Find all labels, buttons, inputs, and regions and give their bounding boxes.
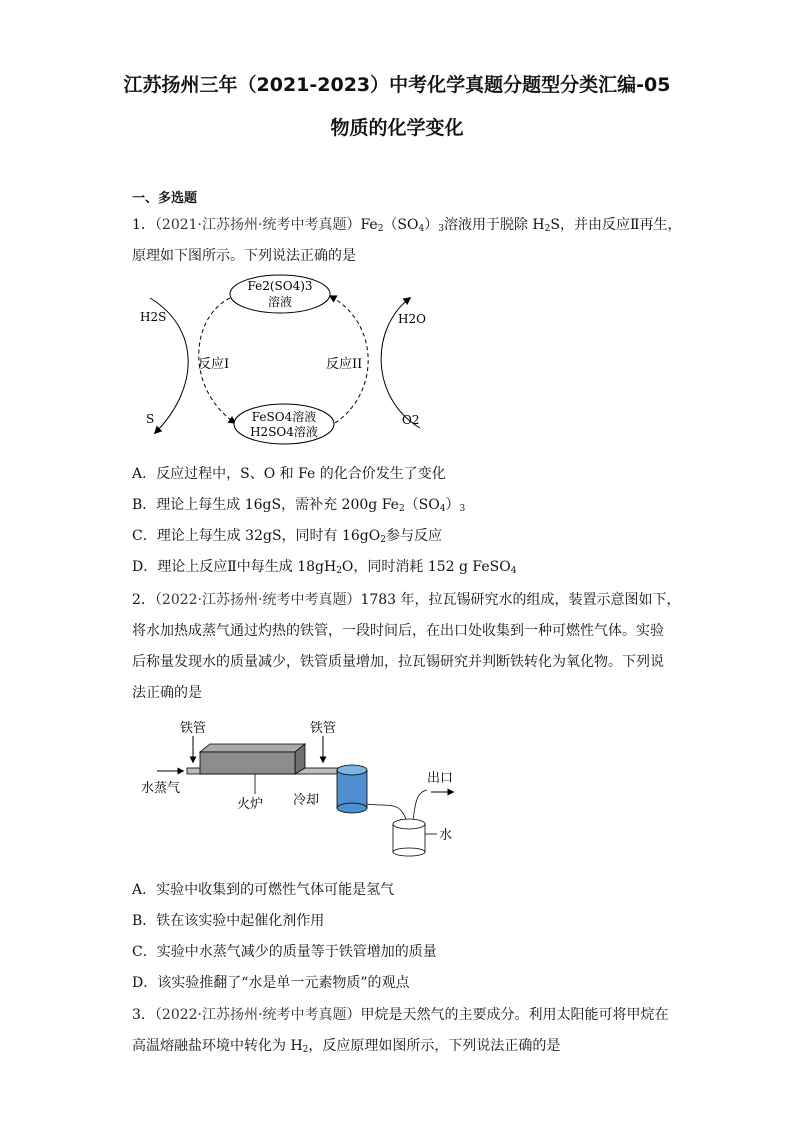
- q2-source: 2022·江苏扬州·统考中考真题: [161, 592, 347, 608]
- right-in-label: O2: [402, 413, 420, 427]
- iron-tube-right-label: 铁管: [310, 721, 337, 736]
- q2-option-d[interactable]: D．该实验推翻了“水是单一元素物质”的观点: [132, 975, 410, 991]
- left-out-label: S: [146, 412, 155, 426]
- reaction1-label: 反应I: [198, 357, 230, 372]
- q2-stem-line1: 2．（2022·江苏扬州·统考中考真题）1783 年，拉瓦锡研究水的组成，装置示意图如下，: [132, 592, 681, 608]
- q1-source: 2021·江苏扬州·统考中考真题: [161, 217, 347, 233]
- doc-title-line2: 物质的化学变化: [330, 117, 464, 139]
- bottom-label-1: FeSO4溶液: [251, 410, 317, 424]
- iron-tube-left-label: 铁管: [180, 721, 207, 736]
- cooling-cylinder-top: [337, 765, 367, 775]
- water-vessel-top: [393, 819, 425, 829]
- q1-cycle-diagram: [130, 268, 450, 448]
- q3-stem-line2: 高温熔融盐环境中转化为 $H_2$，反应原理如图所示，下列说法正确的是: [132, 1038, 561, 1055]
- top-label-1: Fe2(SO4)3: [247, 279, 313, 293]
- section-heading: 一、多选题: [132, 191, 198, 206]
- water-label: 水: [439, 828, 453, 843]
- cooling-label: 冷却: [293, 793, 320, 808]
- furnace-label: 火炉: [237, 797, 264, 812]
- q2-stem-line2: 将水加热成蒸气通过灼热的铁管，一段时间后，在出口处收集到一种可燃性气体。实验: [132, 623, 664, 639]
- water-vessel-bottom: [393, 848, 425, 856]
- cooling-cylinder: [337, 770, 367, 808]
- outlet-tube: [413, 790, 427, 822]
- q2-option-c[interactable]: C．实验中水蒸气减少的质量等于铁管增加的质量: [132, 944, 437, 960]
- q1-stem-line1: 1．（2021·江苏扬州·统考中考真题）$Fe_2(SO_4)_3$溶液用于脱除 $H_2S$，并由反应Ⅱ再生，: [132, 217, 682, 234]
- q1-option-d[interactable]: D．理论上反应Ⅱ中每生成 $18gH_2O$，同时消耗 152 g FeSO$_4$: [132, 559, 517, 576]
- q2-stem-line4: 法正确的是: [132, 685, 202, 701]
- bottom-label-2: H2SO4溶液: [250, 425, 318, 439]
- q2-stem-line3: 后称量发现水的质量减少，铁管质量增加，拉瓦锡研究并判断铁转化为氧化物。下列说: [132, 654, 664, 670]
- furnace-body: [200, 752, 295, 774]
- top-label-2: 溶液: [267, 295, 293, 309]
- reaction2-label: 反应II: [326, 357, 363, 372]
- q1-option-c[interactable]: C．理论上每生成 32gS，同时有 $16gO_2$参与反应: [132, 528, 442, 545]
- right-out-label: H2O: [398, 312, 426, 326]
- q1-option-a[interactable]: A．反应过程中，S、O 和 Fe 的化合价发生了变化: [132, 466, 446, 482]
- doc-title-line1: 江苏扬州三年（2021-2023）中考化学真题分题型分类汇编-05: [123, 74, 671, 96]
- q1-stem-line2: 原理如下图所示。下列说法正确的是: [132, 248, 356, 264]
- outlet-label: 出口: [427, 771, 454, 786]
- q2-option-b[interactable]: B．铁在该实验中起催化剂作用: [132, 913, 325, 929]
- left-in-label: H2S: [140, 310, 167, 324]
- q2-option-a[interactable]: A．实验中收集到的可燃性气体可能是氢气: [132, 882, 395, 898]
- q3-source: 2022·江苏扬州·统考中考真题: [161, 1007, 347, 1023]
- furnace-top: [200, 744, 305, 752]
- q2-apparatus-diagram: [135, 712, 475, 862]
- cooling-cylinder-bottom: [337, 803, 367, 813]
- q3-stem-line1: 3．（2022·江苏扬州·统考中考真题）甲烷是天然气的主要成分。利用太阳能可将甲烷在: [132, 1007, 669, 1023]
- steam-label: 水蒸气: [141, 781, 181, 796]
- q1-option-b[interactable]: B．理论上每生成 16gS，需补充 200g $Fe_2(SO_4)_3$: [132, 497, 466, 514]
